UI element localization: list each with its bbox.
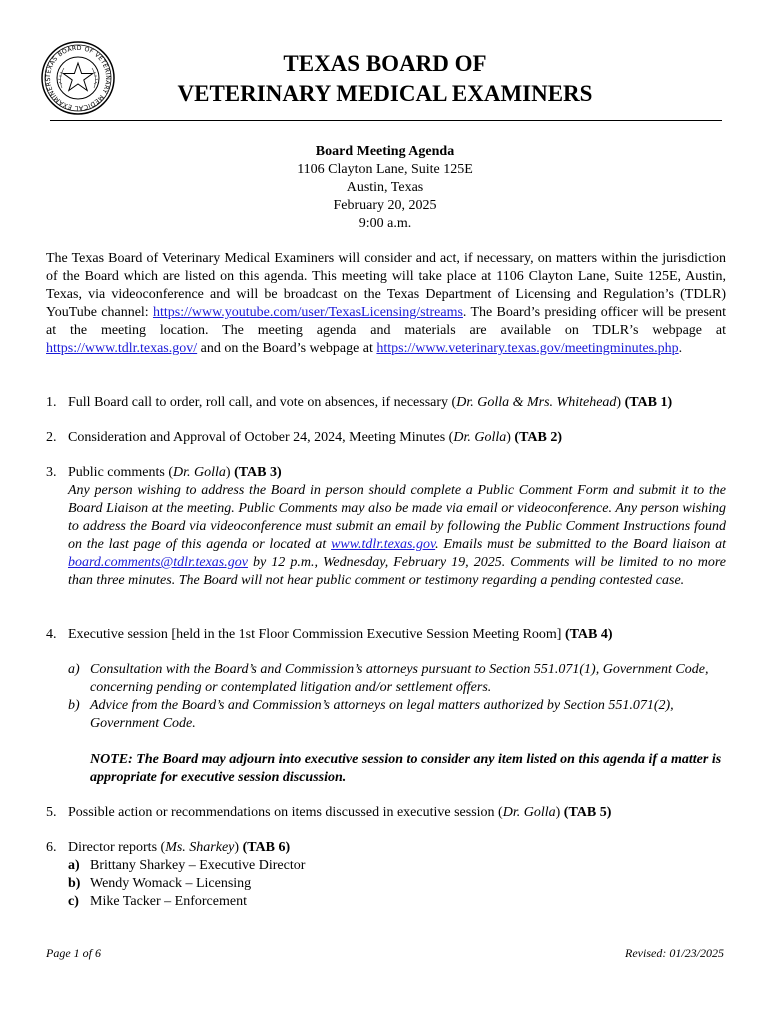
tdlr-website-link[interactable]: https://www.tdlr.texas.gov/ (46, 341, 198, 356)
meeting-address-line-2: Austin, Texas (346, 180, 424, 195)
page-number: Page 1 of 6 (46, 946, 101, 960)
agenda-heading: Board Meeting Agenda (315, 144, 455, 159)
tab-reference: (TAB 4) (564, 627, 613, 642)
svg-text:TEXAS BOARD OF VETERINARY MEDI: TEXAS BOARD OF VETERINARY MEDICAL EXAMINERS (44, 44, 112, 112)
director-report-a: a) Brittany Sharkey – Executive Director (68, 858, 306, 873)
tab-reference: (TAB 2) (514, 430, 562, 445)
tab-reference: (TAB 5) (563, 805, 612, 820)
header-divider (50, 120, 722, 121)
executive-session-note: NOTE: The Board may adjourn into executive session to consider any item listed on this agenda if a matter is appropriate for executive session discussion. (90, 752, 722, 785)
meeting-address-line-1: 1106 Clayton Lane, Suite 125E (297, 162, 473, 177)
meeting-date: February 20, 2025 (333, 198, 437, 213)
board-seal-logo (40, 40, 116, 116)
director-report-b: b) Wendy Womack – Licensing (68, 876, 252, 891)
meeting-time: 9:00 a.m. (358, 216, 412, 231)
tdlr-link[interactable]: www.tdlr.texas.gov (331, 537, 436, 552)
revision-date: Revised: 01/23/2025 (625, 946, 724, 960)
board-comments-email-link[interactable]: board.comments@tdlr.texas.gov (68, 555, 248, 570)
youtube-stream-link[interactable]: https://www.youtube.com/user/TexasLicensing/streams (152, 305, 463, 320)
intro-paragraph: The Texas Board of Veterinary Medical Examiners will consider and act, if necessary, on matters within the jurisdiction of the Board which are listed on this agenda. This meeting will take place at 1106 Clayton Lane, Suite 125E, Austin, Texas, via videoconference and will be broadcast on the Texas Department of Licensing and Regulation’s (TDLR) YouTube channel: https://www.youtube.com/user/TexasLicensing/streams. The Board’s presiding officer will be present at the meeting location. The meeting agenda and materials are available on TDLR’s webpage at https://www.tdlr.texas.gov/ and on the Board’s webpage at https://www.veterinary.texas.gov/meetingminutes.php. (46, 251, 727, 356)
tab-reference: (TAB 3) (234, 465, 282, 480)
public-comment-instructions: Any person wishing to address the Board in person should complete a Public Comment Form and submit it to the Board Liaison at the meeting. Public Comments may also be made via email or videoconference. Any person wishing to address the Board via videoconference must submit an email by following the Public Comment Instructions found on the last page of this agenda or located at www.tdlr.texas.gov. Emails must be submitted to the Board liaison at board.comments@tdlr.texas.gov by 12 p.m., Wednesday, February 19, 2025. Comments will be limited to no more than three minutes. The Board will not hear public comment or testimony regarding a pending contested case. (68, 483, 726, 588)
meeting-minutes-link[interactable]: https://www.veterinary.texas.gov/meetingminutes.php (376, 341, 679, 356)
tab-reference: (TAB 1) (624, 395, 673, 410)
tab-reference: (TAB 6) (242, 840, 291, 855)
director-report-c: c) Mike Tacker – Enforcement (68, 894, 247, 909)
document-title-line-1: TEXAS BOARD OF (283, 51, 487, 76)
document-title-line-2: VETERINARY MEDICAL EXAMINERS (177, 81, 593, 106)
